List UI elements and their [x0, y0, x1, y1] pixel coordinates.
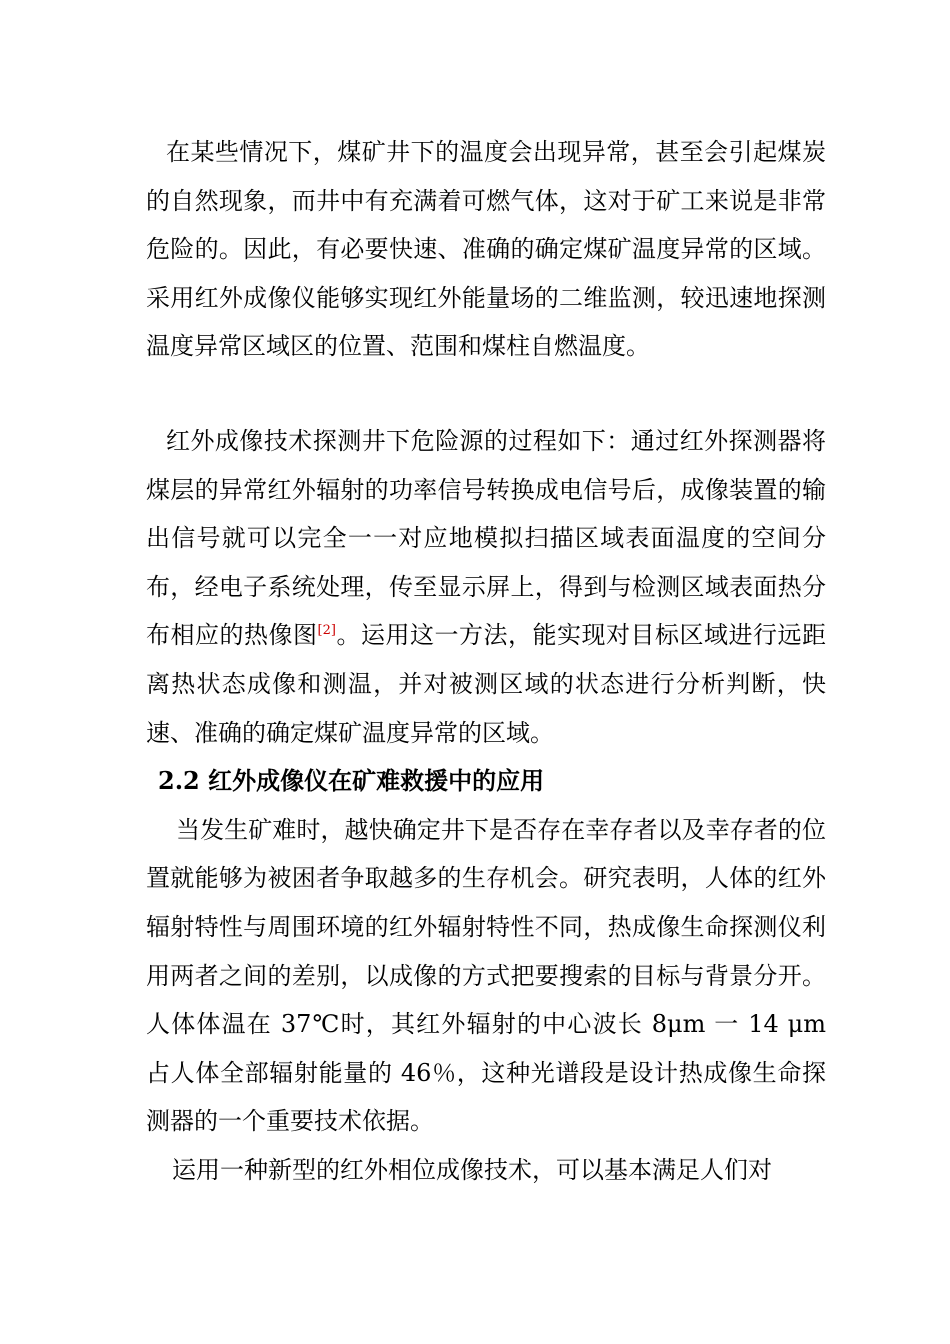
citation-link[interactable]: [2]	[317, 623, 336, 639]
detection-process-text: 红外成像技术探测井下危险源的过程如下：通过红外探测器将煤层的异常红外辐射的功率信号转换成电信号后，成像装置的输出信号就可以完全一一对应地模拟扫描区域表面温度的空间分布，经电子系统处理，传至显示屏上，得到与检测区域表面热分布相应的热像图	[146, 426, 826, 650]
detection-process-text-continued: 。运用这一方法，能实现对目标区域进行远距离热状态成像和测温，并对被测区域的状态进行分析判断，快速、准确的确定煤矿温度异常的区域。	[146, 621, 827, 747]
document-body	[146, 128, 826, 1194]
paragraph-phase-imaging: 运用一种新型的红外相位成像技术，可以基本满足人们对	[172, 1155, 772, 1184]
paragraph-temperature-anomaly: 在某些情况下，煤矿井下的温度会出现异常，甚至会引起煤炭的自然现象，而井中有充满着可燃气体，这对于矿工来说是非常危险的。因此，有必要快速、准确的确定煤矿温度异常的区域。采用红外成像仪能够实现红外能量场的二维监测，较迅速地探测温度异常区域区的位置、范围和煤柱自燃温度。	[146, 138, 826, 361]
paragraph-rescue-application: 当发生矿难时，越快确定井下是否存在幸存者以及幸存者的位置就能够为被困者争取越多的生存机会。研究表明，人体的红外辐射特性与周围环境的红外辐射特性不同，热成像生命探测仪利用两者之间的差别，以成像的方式把要搜索的目标与背景分开。人体体温在 37℃时，其红外辐射的中心波长 8μm 一 14 μm 占人体全部辐射能量的 46％，这种光谱段是设计热成像生命探测器的一个重要技术依据。	[146, 815, 826, 1136]
paragraph-detection-process	[146, 417, 826, 757]
section-heading-2-2: 2.2 红外成像仪在矿难救援中的应用	[158, 766, 545, 796]
